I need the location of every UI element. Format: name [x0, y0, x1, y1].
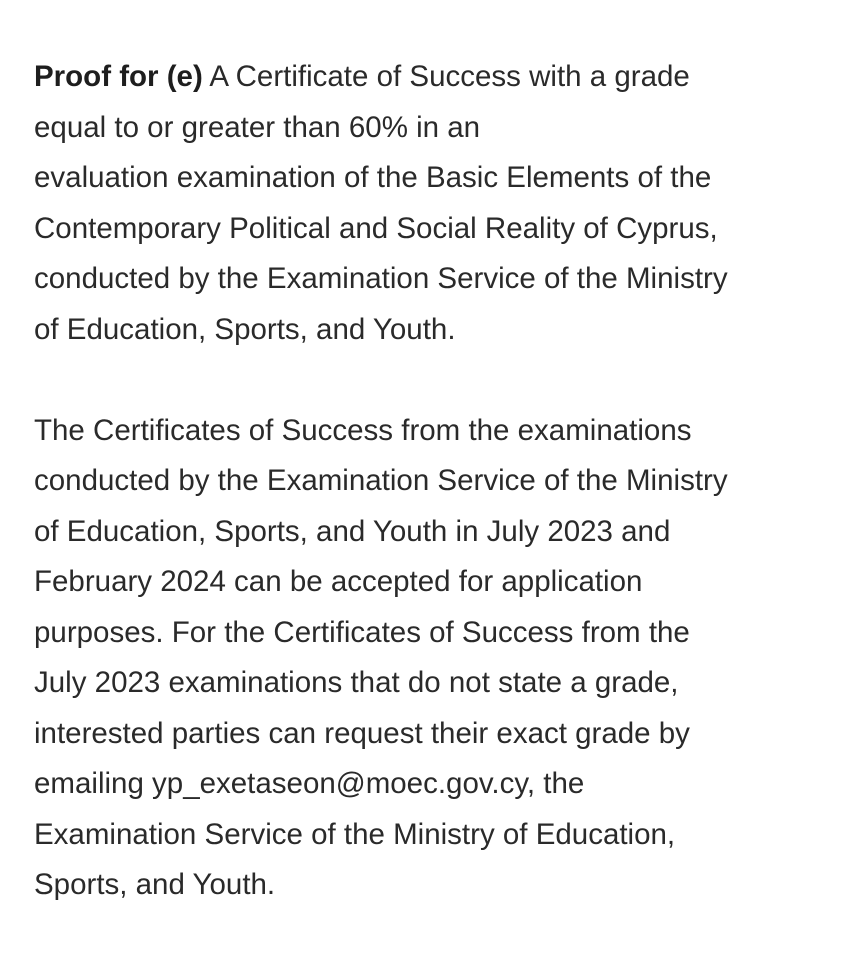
text-line: conducted by the Examination Service of the Ministry [34, 464, 728, 497]
text-line: equal to or greater than 60% in an [34, 110, 481, 144]
paragraph-gap [34, 355, 834, 406]
text-line: The Certificates of Success from the examinations [34, 413, 692, 447]
proof-label: Proof for (e) [34, 60, 203, 93]
text-line-content: A Certificate of Success with a grade [202, 60, 690, 93]
text-line: February 2024 can be accepted for application [34, 565, 643, 598]
text-line: of Education, Sports, and Youth in July 2023 and [34, 514, 671, 548]
text-line: Examination Service of the Ministry of Education, [34, 817, 676, 851]
document-body [34, 52, 834, 911]
text-line: July 2023 examinations that do not state a grade, [34, 666, 679, 699]
text-line: interested parties can request their exact grade by [34, 716, 690, 750]
text-line [34, 52, 834, 103]
text-line: conducted by the Examination Service of the Ministry [34, 262, 728, 295]
text-line: evaluation examination of the Basic Elements of the [34, 161, 712, 194]
text-line: emailing yp_exetaseon@moec.gov.cy, the [34, 767, 585, 800]
proof-paragraph [34, 52, 834, 355]
text-line: of Education, Sports, and Youth. [34, 312, 456, 346]
text-line: Sports, and Youth. [34, 868, 276, 901]
text-line: Contemporary Political and Social Reality of Cyprus, [34, 211, 718, 245]
text-line: purposes. For the Certificates of Success from the [34, 615, 690, 649]
certificates-paragraph [34, 406, 834, 911]
